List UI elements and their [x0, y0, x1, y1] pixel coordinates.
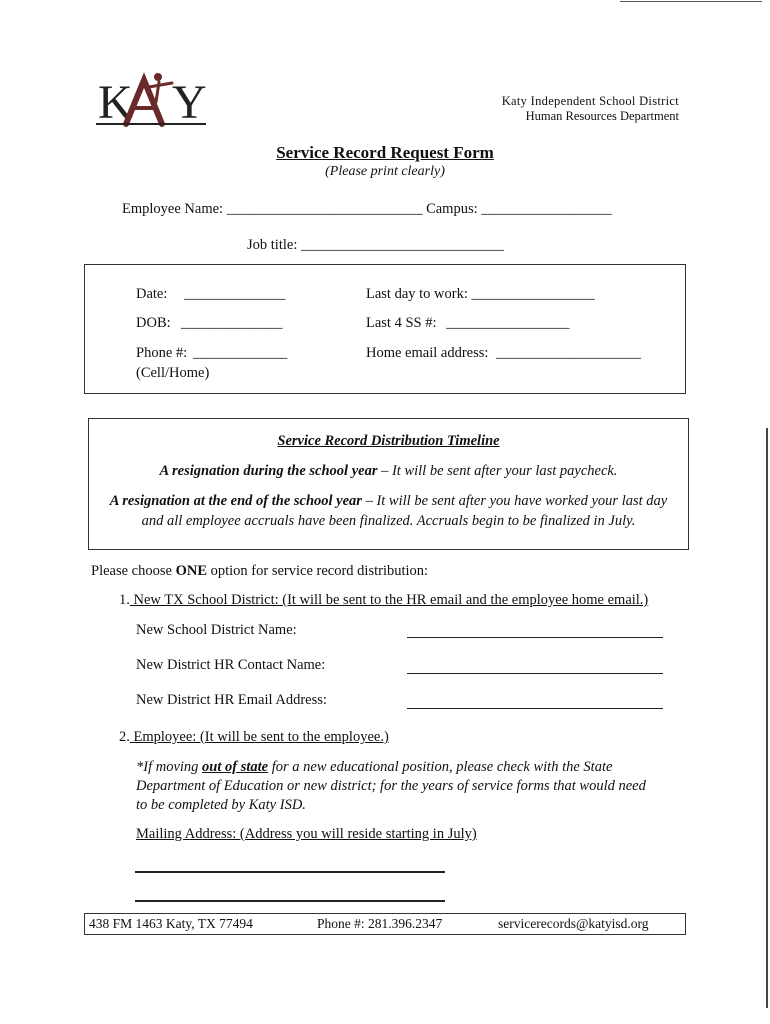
date-label: Date:	[136, 286, 168, 302]
new-district-name-label: New School District Name:	[136, 622, 297, 638]
phone-note: (Cell/Home)	[136, 365, 210, 381]
home-email-field[interactable]	[366, 345, 641, 362]
ssn-label: Last 4 SS #:	[366, 315, 437, 331]
footer-address: 438 FM 1463 Katy, TX 77494	[89, 916, 253, 931]
form-title: Service Record Request Form	[276, 143, 494, 162]
hr-email-label: New District HR Email Address:	[136, 692, 327, 708]
katy-logo	[96, 70, 211, 128]
last-day-blank[interactable]: _________________	[471, 286, 595, 302]
job-title-label: Job title:	[247, 237, 298, 253]
home-email-label: Home email address:	[366, 345, 489, 361]
note-pre: *If moving	[136, 759, 203, 775]
out-of-state-note-3: to be completed by Katy ISD.	[136, 797, 306, 813]
mailing-address-label: Mailing Address: (Address you will reside starting in July)	[136, 826, 477, 842]
hr-email-line[interactable]	[407, 708, 663, 709]
svg-text:K: K	[98, 76, 130, 128]
options-intro	[91, 563, 428, 580]
campus-blank[interactable]: __________________	[481, 201, 612, 217]
employee-name-field[interactable]	[122, 201, 612, 218]
options-intro-post: option for service record distribution:	[206, 563, 429, 579]
ssn-field[interactable]	[366, 315, 569, 332]
svg-text:Y: Y	[172, 76, 207, 128]
department-name: Human Resources Department	[525, 109, 679, 123]
option-1-text: New TX School District: (It will be sent to the HR email and the employee home email.)	[129, 592, 649, 608]
footer-phone: Phone #: 281.396.2347	[317, 916, 443, 931]
mailing-address-line-2[interactable]	[135, 900, 445, 902]
dob-blank[interactable]: ______________	[181, 315, 283, 331]
option-2-number: 2.	[119, 729, 130, 745]
timeline-line-1	[89, 463, 688, 480]
ssn-blank[interactable]: _________________	[446, 315, 570, 331]
footer-email[interactable]: servicerecords@katyisd.org	[498, 916, 649, 931]
timeline-line-2-rest: – It will be sent after you have worked your last day	[361, 493, 668, 509]
job-title-field[interactable]	[247, 237, 504, 254]
last-day-field[interactable]	[366, 286, 595, 303]
mailing-address-line-1[interactable]	[135, 871, 445, 873]
district-name: Katy Independent School District	[501, 94, 679, 108]
out-of-state-note-2: Department of Education or new district; for the years of service forms that would need	[136, 778, 646, 794]
timeline-line-3: and all employee accruals have been finalized. Accruals begin to be finalized in July.	[141, 513, 636, 529]
option-1	[119, 592, 648, 609]
out-of-state-note-1	[136, 759, 612, 776]
new-district-name-line[interactable]	[407, 637, 663, 638]
employee-name-label: Employee Name:	[122, 201, 224, 217]
options-intro-bold: ONE	[175, 563, 207, 579]
option-1-number: 1.	[119, 592, 130, 608]
hr-contact-line[interactable]	[407, 673, 663, 674]
top-rule	[620, 1, 762, 2]
campus-label: Campus:	[426, 201, 478, 217]
phone-blank[interactable]: _____________	[193, 345, 288, 361]
timeline-heading: Service Record Distribution Timeline	[277, 433, 500, 449]
timeline-line-2	[89, 493, 688, 510]
page-edge-line	[766, 428, 768, 1008]
hr-contact-label: New District HR Contact Name:	[136, 657, 326, 673]
dob-label: DOB:	[136, 315, 171, 331]
footer-contact-box	[84, 913, 686, 935]
district-info	[502, 94, 679, 124]
last-day-label: Last day to work:	[366, 286, 468, 302]
timeline-box	[88, 418, 689, 550]
phone-label: Phone #:	[136, 345, 188, 361]
form-subtitle: (Please print clearly)	[325, 164, 445, 179]
note-post: for a new educational position, please check with the State	[268, 759, 613, 775]
options-intro-pre: Please choose	[91, 563, 176, 579]
home-email-blank[interactable]: ____________________	[496, 345, 642, 361]
option-2	[119, 729, 389, 746]
option-2-text: Employee: (It will be sent to the employee.)	[129, 729, 389, 745]
employee-name-blank[interactable]: ___________________________	[226, 201, 423, 217]
timeline-line-1-rest: – It will be sent after your last paycheck.	[377, 463, 618, 479]
job-title-blank[interactable]: ____________________________	[300, 237, 504, 253]
timeline-line-1-bold: A resignation during the school year	[159, 463, 378, 479]
note-bold: out of state	[202, 759, 269, 775]
timeline-line-2-bold: A resignation at the end of the school year	[109, 493, 362, 509]
date-blank[interactable]: ______________	[184, 286, 286, 302]
